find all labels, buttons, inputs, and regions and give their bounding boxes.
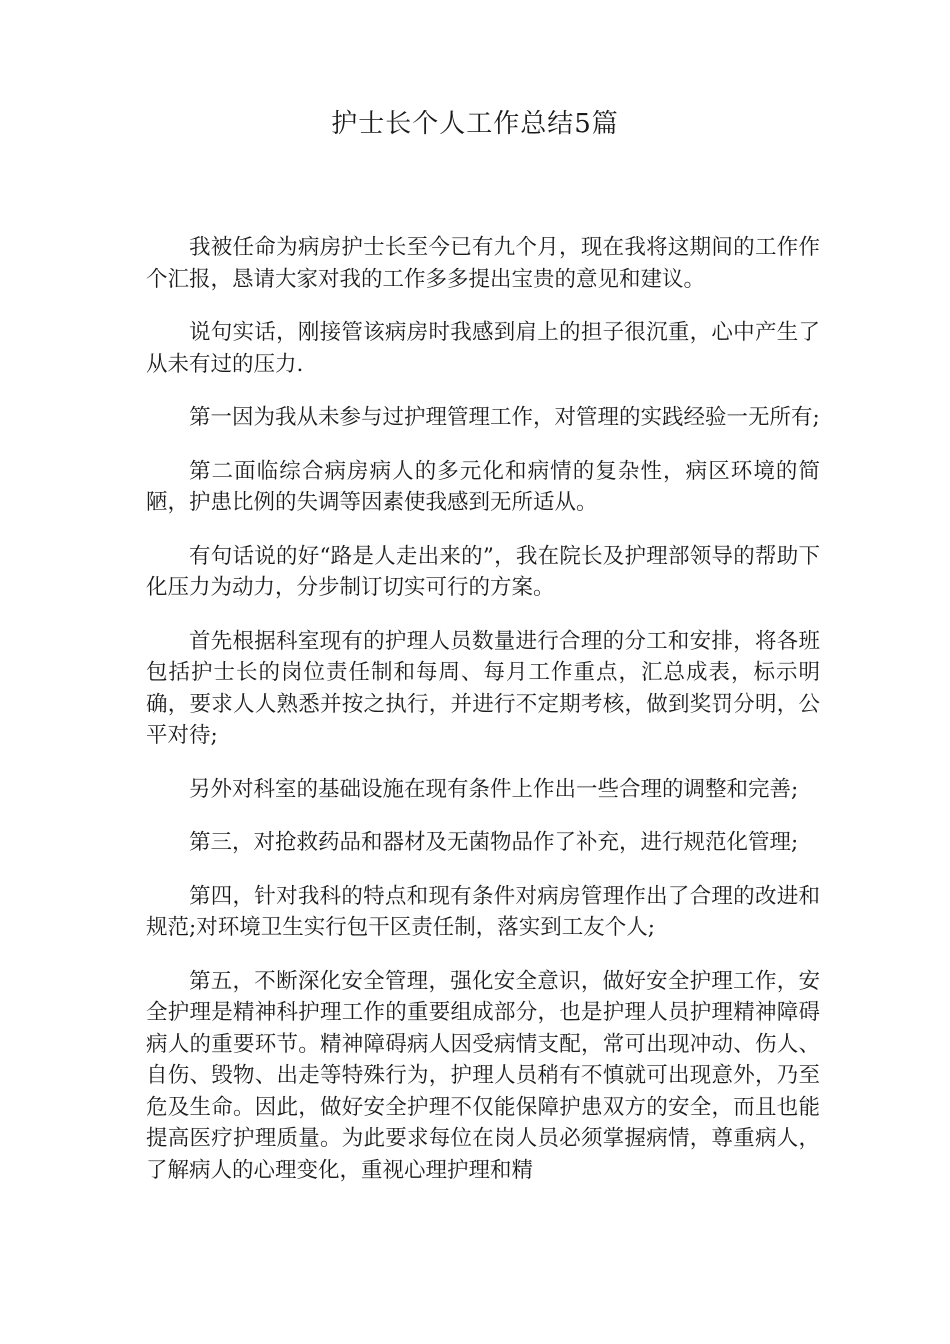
paragraph: 第一因为我从未参与过护理管理工作，对管理的实践经验一无所有; (189, 405, 820, 430)
paragraph: 第四，针对我科的特点和现有条件对病房管理作出了合理的改进和规范;对环境卫生实行包干区责任制，落实到工友个人; (146, 883, 820, 940)
paragraph: 说句实话，刚接管该病房时我感到肩上的担子很沉重，心中产生了从未有过的压力. (146, 320, 820, 377)
paragraph: 另外对科室的基础设施在现有条件上作出一些合理的调整和完善; (189, 776, 799, 802)
document-title: 护士长个人工作总结5篇 (331, 109, 619, 139)
paragraph: 我被任命为病房护士长至今已有九个月，现在我将这期间的工作作个汇报，恳请大家对我的工作多多提出宝贵的意见和建议。 (146, 235, 820, 292)
paragraph: 第三，对抢救药品和器材及无菌物品作了补充，进行规范化管理; (189, 830, 799, 855)
document-body (146, 232, 820, 1208)
paragraph: 有句话说的好“路是人走出来的”，我在院长及护理部领导的帮助下化压力为动力，分步制订切实可行的方案。 (146, 543, 820, 600)
paragraph: 第二面临综合病房病人的多元化和病情的复杂性，病区环境的简陋，护患比例的失调等因素使我感到无所适从。 (146, 458, 820, 515)
paragraph: 首先根据科室现有的护理人员数量进行合理的分工和安排，将各班包括护士长的岗位责任制和每周、每月工作重点，汇总成表，标示明确，要求人人熟悉并按之执行，并进行不定期考核，做到奖罚分明，公平对待; (146, 628, 820, 748)
paragraph: 第五，不断深化安全管理，强化安全意识，做好安全护理工作，安全护理是精神科护理工作的重要组成部分，也是护理人员护理精神障碍病人的重要环节。精神障碍病人因受病情支配，常可出现冲动、伤人、自伤、毁物、出走等特殊行为，护理人员稍有不慎就可出现意外，乃至危及生命。因此，做好安全护理不仅能保障护患双方的安全，而且也能提高医疗护理质量。为此要求每位在岗人员必须掌握病情，尊重病人，了解病人的心理变化，重视心理护理和精 (146, 968, 820, 1183)
